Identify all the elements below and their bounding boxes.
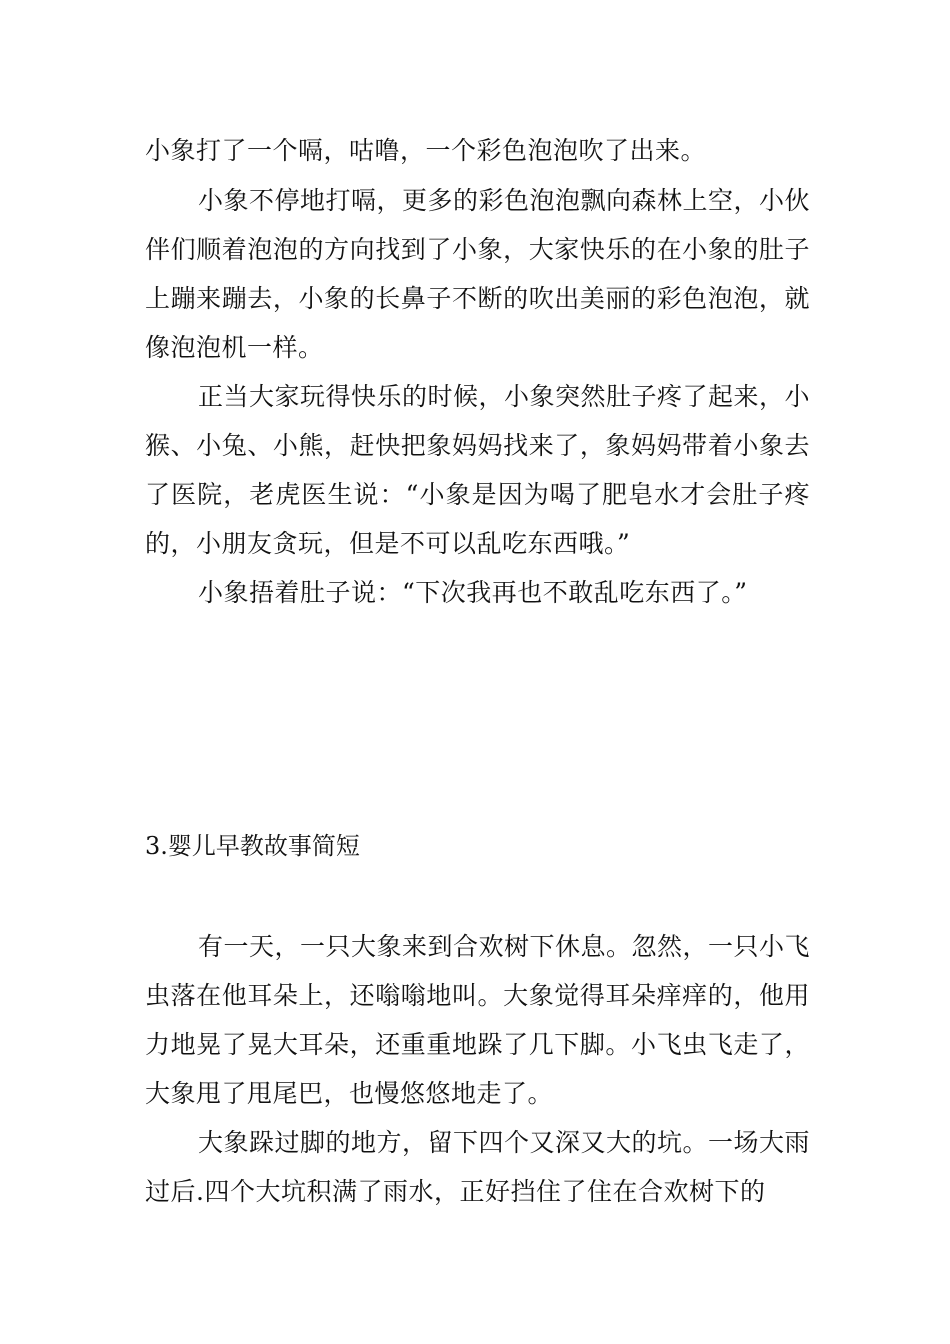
paragraph-promise: 小象捂着肚子说：“下次我再也不敢乱吃东西了。” [198, 578, 748, 607]
paragraph-puddles: 大象跺过脚的地方，留下四个又深又大的坑。一场大雨过后.四个大坑积满了雨水，正好挡住了住在合欢树下的 [145, 1128, 811, 1206]
paragraph-elephant-rest: 有一天，一只大象来到合欢树下休息。忽然，一只小飞虫落在他耳朵上，还嗡嗡地叫。大象觉得耳朵痒痒的，他用力地晃了晃大耳朵，还重重地跺了几下脚。小飞虫飞走了，大象甩了甩尾巴，也慢悠悠地走了。 [145, 932, 811, 1108]
paragraph-stomachache: 正当大家玩得快乐的时候，小象突然肚子疼了起来，小猴、小兔、小熊，赶快把象妈妈找来了，象妈妈带着小象去了医院，老虎医生说：“小象是因为喝了肥皂水才会肚子疼的，小朋友贪玩，但是不可以乱吃东西哦。” [145, 382, 811, 558]
paragraph-bubble: 小象打了一个嗝，咕噜，一个彩色泡泡吹了出来。 [145, 136, 707, 165]
paragraph-hiccups: 小象不停地打嗝，更多的彩色泡泡飘向森林上空，小伙伴们顺着泡泡的方向找到了小象，大家快乐的在小象的肚子上蹦来蹦去，小象的长鼻子不断的吹出美丽的彩色泡泡，就像泡泡机一样。 [145, 186, 811, 362]
section-heading: 3.婴儿早教故事简短 [145, 832, 360, 860]
